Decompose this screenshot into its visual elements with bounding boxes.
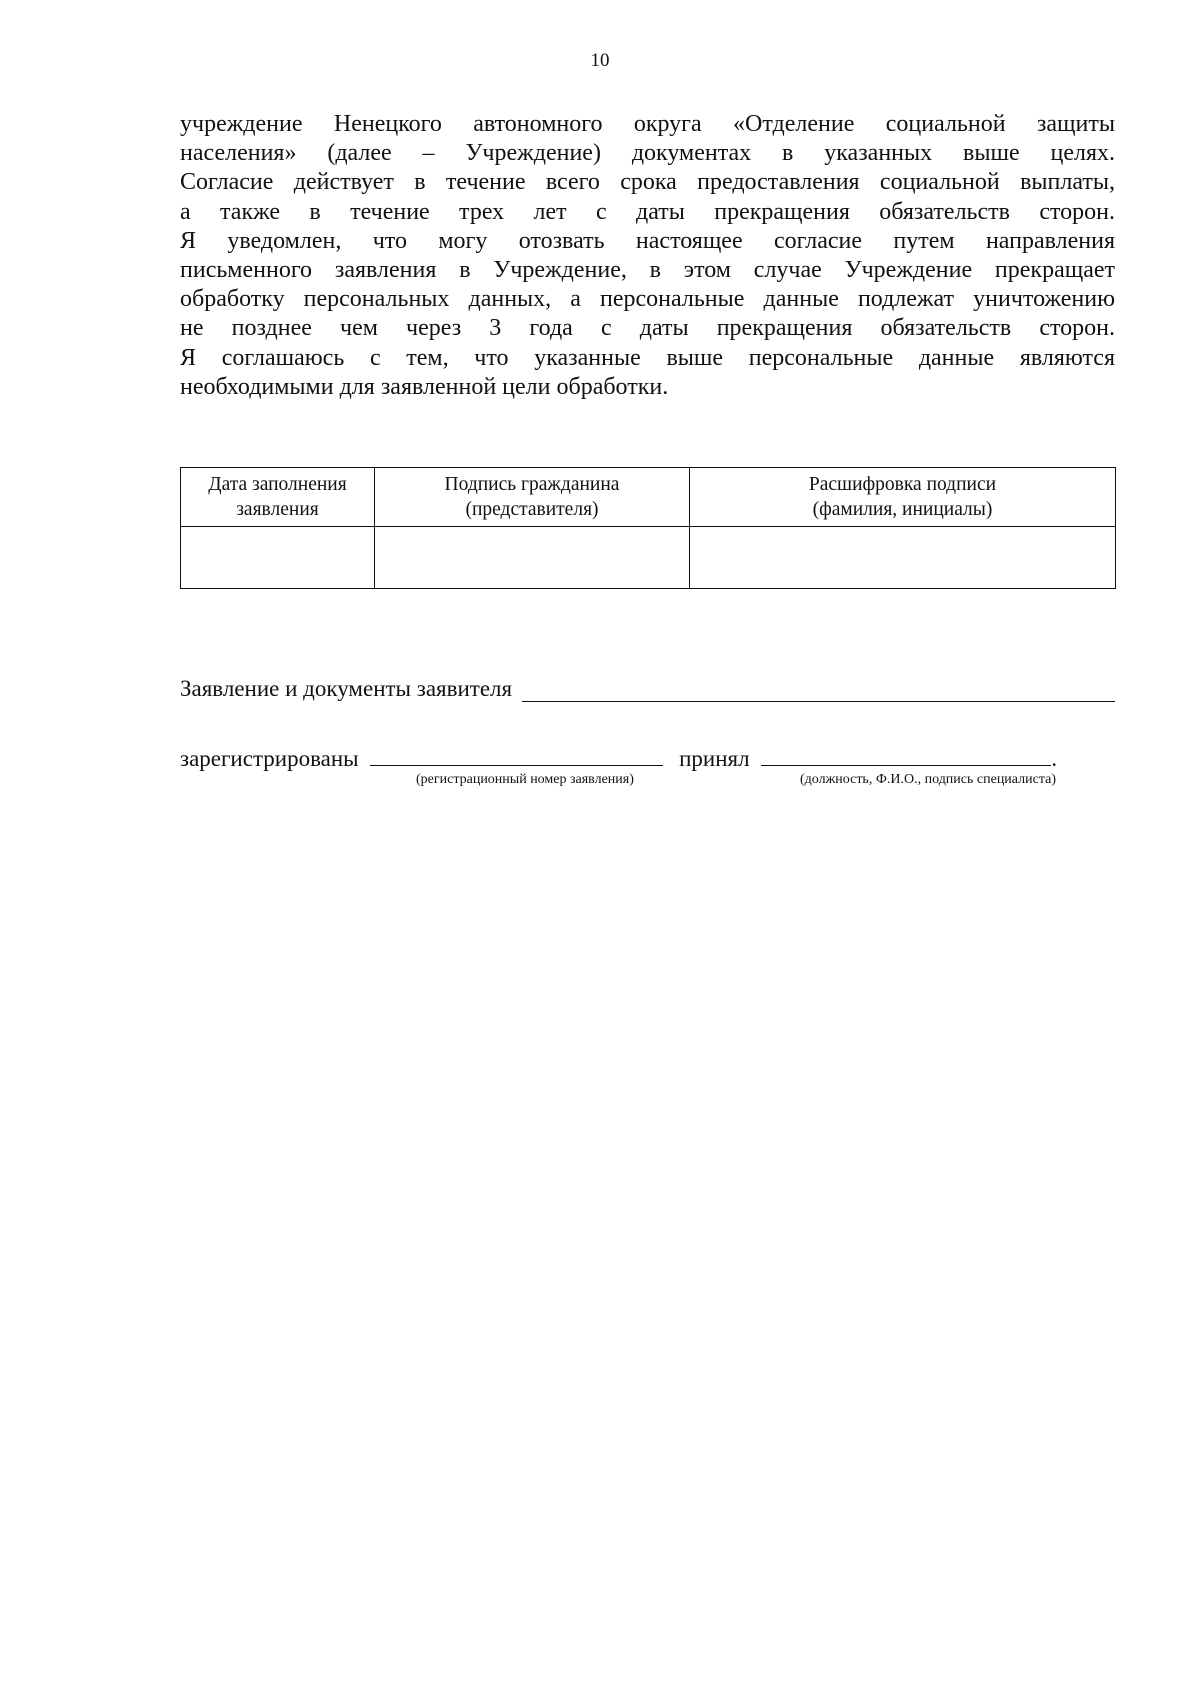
paragraph-line: Согласие действует в течение всего срока предоставления социальной выплаты,: [180, 169, 1115, 196]
signature-table: [180, 467, 1116, 589]
header-line: заявления: [236, 499, 319, 520]
fill-date-cell[interactable]: [181, 527, 375, 589]
registration-line-registered: [180, 741, 1057, 772]
header-citizen-signature: [375, 468, 690, 527]
header-line: Дата заполнения: [208, 474, 347, 495]
consent-paragraph: [180, 110, 1115, 402]
official-signature-blank[interactable]: [761, 741, 1051, 766]
applicant-documents-label: Заявление и документы заявителя: [180, 676, 513, 701]
applicant-documents-blank[interactable]: [522, 677, 1115, 702]
end-period: .: [1051, 746, 1058, 771]
signature-transcript-cell[interactable]: [690, 527, 1116, 589]
header-line: Подпись гражданина: [444, 474, 620, 495]
header-line: (фамилия, инициалы): [812, 499, 993, 520]
header-line: (представителя): [465, 499, 599, 520]
table-row: [181, 527, 1116, 589]
citizen-signature-cell[interactable]: [375, 527, 690, 589]
paragraph-line: необходимыми для заявленной цели обработки.: [180, 373, 669, 400]
paragraph-line: учреждение Ненецкого автономного округа «Отделение социальной защиты: [180, 111, 1115, 137]
paragraph-line: Я уведомлен, что могу отозвать настоящее согласие путем направления: [180, 227, 1115, 254]
registration-number-blank[interactable]: [370, 741, 663, 766]
paragraph-line: а также в течение трех лет с даты прекращения обязательств сторон.: [180, 198, 1115, 225]
registration-line-applicant: [180, 676, 1115, 702]
caption-registration-number: (регистрационный номер заявления): [416, 772, 634, 787]
paragraph-line: Я соглашаюсь с тем, что указанные выше персональные данные являются: [180, 344, 1115, 371]
header-fill-date: [181, 468, 375, 527]
paragraph-line: письменного заявления в Учреждение, в этом случае Учреждение прекращает: [180, 256, 1115, 283]
registered-label: зарегистрированы: [180, 746, 359, 771]
caption-official: (должность, Ф.И.О., подпись специалиста): [800, 772, 1056, 787]
page-number: 10: [590, 50, 610, 71]
header-line: Расшифровка подписи: [808, 474, 997, 495]
signature-table-header-row: [181, 468, 1116, 527]
accepted-label: принял: [679, 746, 750, 771]
paragraph-line: населения» (далее – Учреждение) документах в указанных выше целях.: [180, 140, 1115, 167]
paragraph-line: обработку персональных данных, а персональные данные подлежат уничтожению: [180, 286, 1115, 313]
header-signature-transcript: [690, 468, 1116, 527]
paragraph-line: не позднее чем через 3 года с даты прекращения обязательств сторон.: [180, 315, 1115, 342]
